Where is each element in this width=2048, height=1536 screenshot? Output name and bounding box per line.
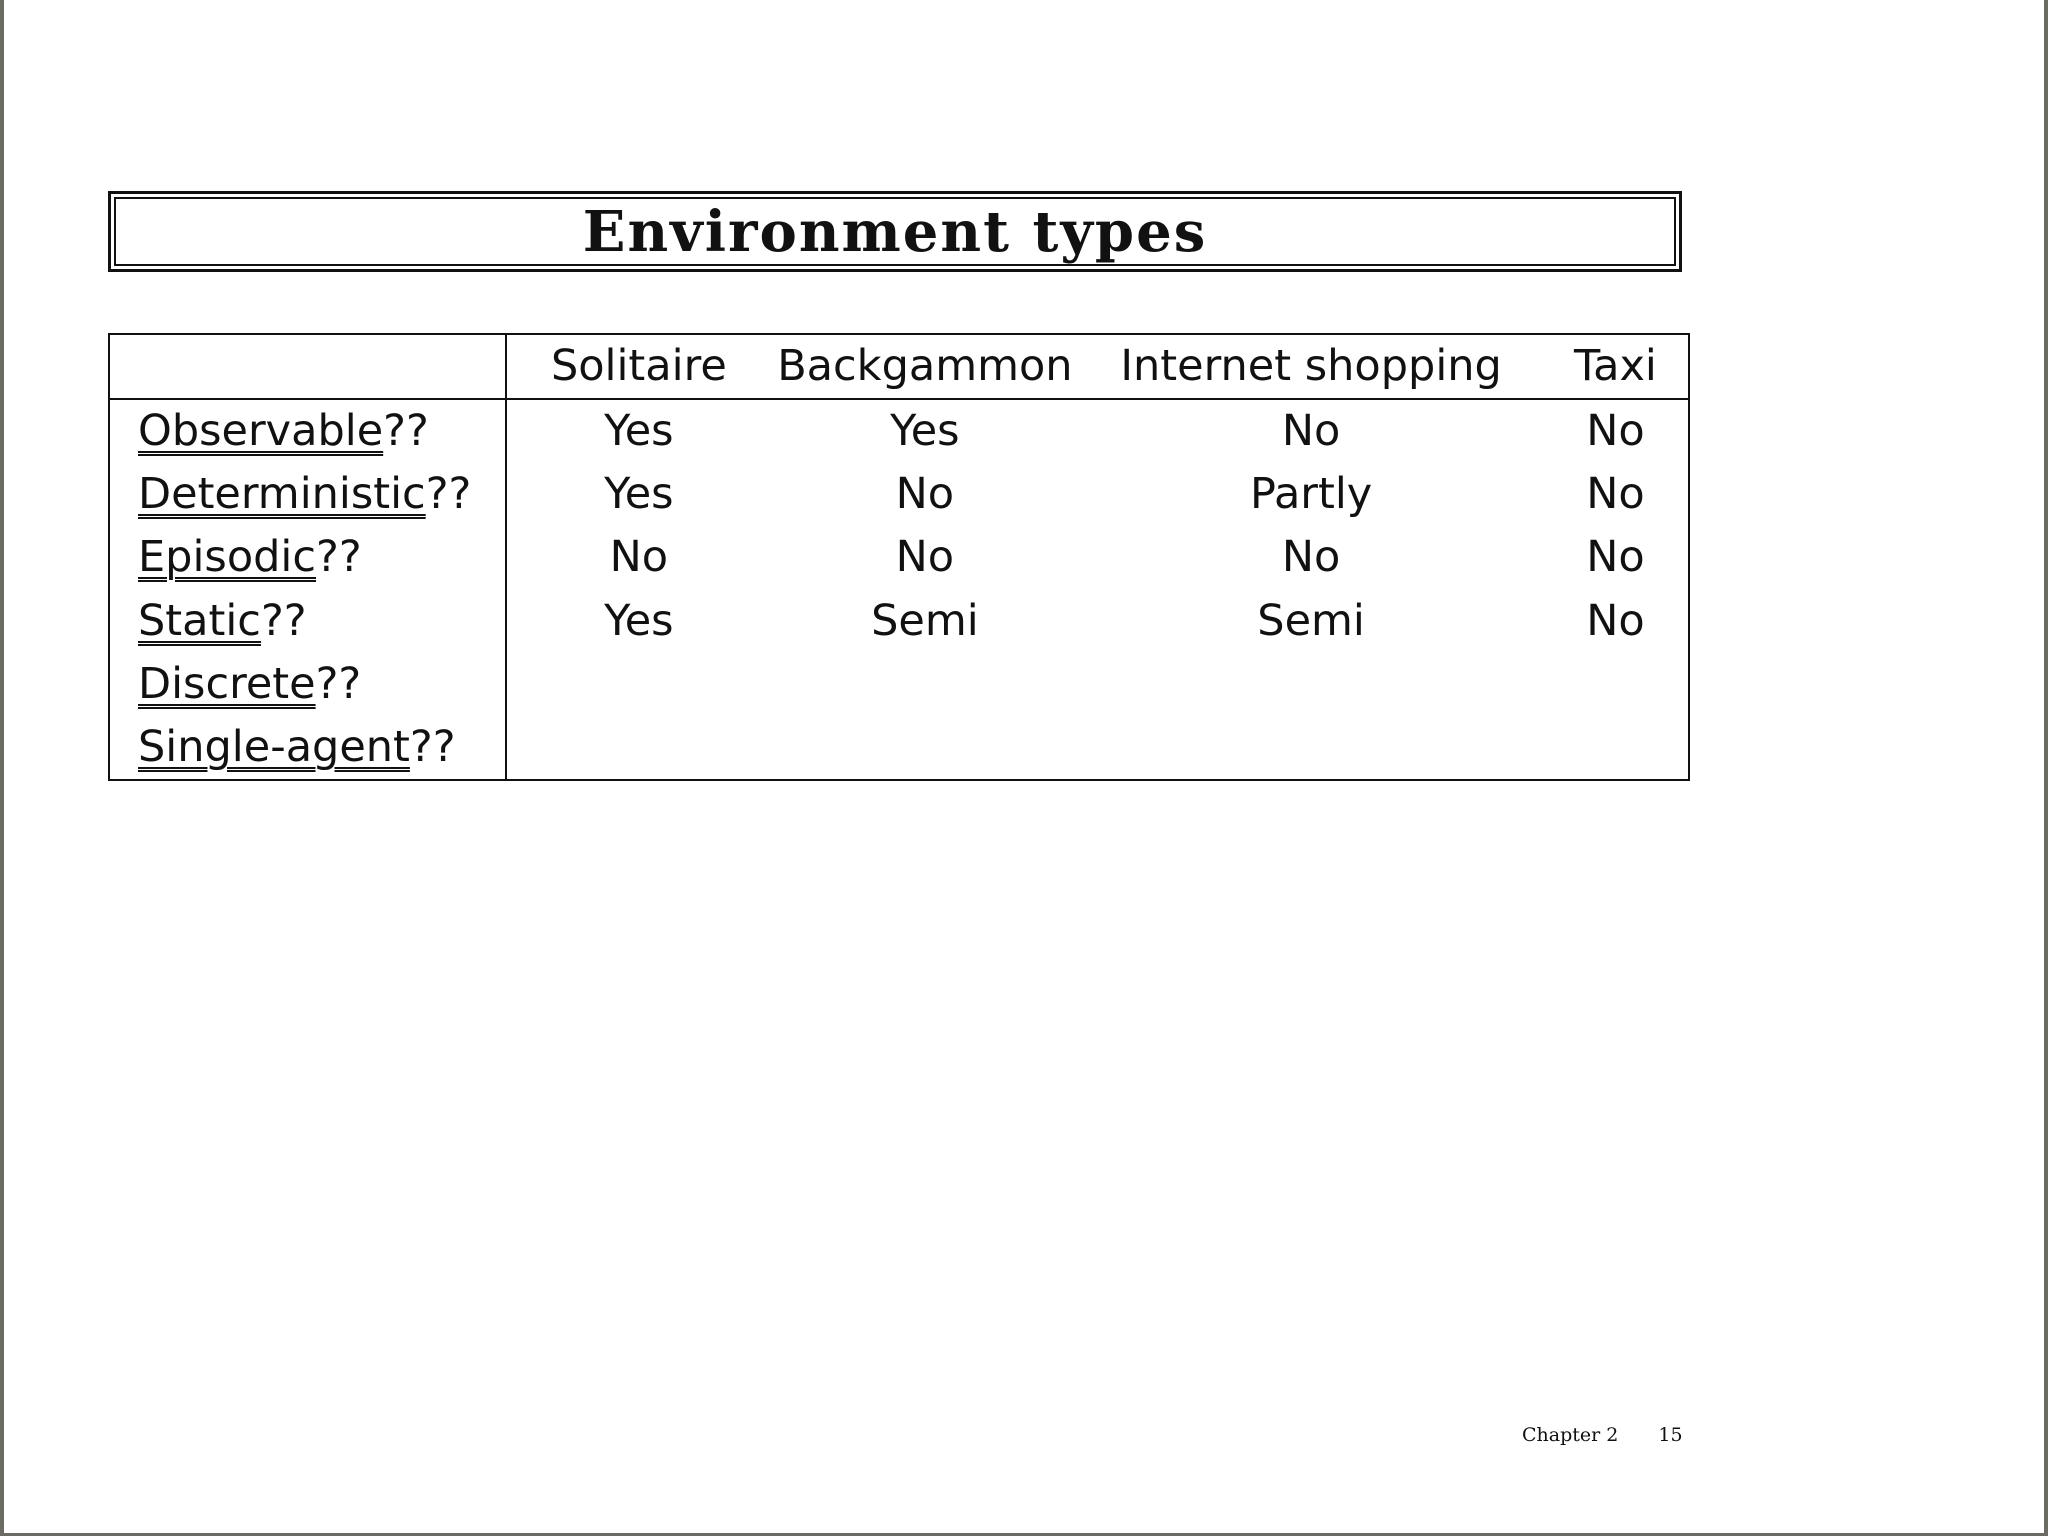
title-inner-frame	[114, 197, 1676, 266]
chapter-label: Chapter 2	[1522, 1424, 1619, 1446]
question-marks: ??	[383, 406, 429, 457]
page-number: 15	[1658, 1424, 1683, 1446]
row-label-cell	[109, 526, 506, 589]
table-cell: Yes	[604, 469, 674, 520]
table-cell: No	[1281, 532, 1341, 583]
table-row-single-agent	[109, 716, 1689, 780]
table-cell: No	[895, 469, 955, 520]
table-cell: No	[1281, 406, 1341, 457]
table-cell	[1079, 653, 1543, 716]
question-marks: ??	[425, 469, 472, 520]
question-marks: ??	[409, 721, 456, 772]
slide-page	[4, 0, 2044, 1533]
row-label-cell	[109, 589, 506, 652]
environment-types-table	[108, 333, 1690, 781]
row-label-cell	[109, 463, 506, 526]
table-cell: No	[1586, 406, 1645, 457]
table-row-discrete	[109, 653, 1689, 716]
table-row-episodic	[109, 526, 1689, 589]
table-cell	[1079, 716, 1543, 780]
table-cell	[770, 653, 1079, 716]
table-cell: No	[1586, 469, 1645, 520]
question-marks: ??	[316, 532, 362, 583]
row-label-cell	[109, 399, 506, 463]
table-row-observable	[109, 399, 1689, 463]
table-row-static	[109, 589, 1689, 652]
table-row-deterministic	[109, 463, 1689, 526]
column-header-taxi: Taxi	[1543, 334, 1689, 399]
property-link-discrete[interactable]: Discrete	[138, 658, 316, 709]
column-header-internet-shopping: Internet shopping	[1079, 334, 1543, 399]
table-cell	[506, 716, 770, 780]
page-footer	[1522, 1424, 1683, 1446]
property-link-observable[interactable]: Observable	[138, 406, 384, 457]
table-cell: Yes	[890, 406, 960, 457]
property-link-static[interactable]: Static	[138, 595, 261, 646]
table-cell: Semi	[871, 595, 979, 646]
table-header-row	[109, 334, 1689, 399]
header-corner-cell	[109, 334, 506, 399]
page-title: Environment types	[582, 198, 1208, 265]
table-cell	[770, 716, 1079, 780]
question-marks: ??	[260, 595, 307, 646]
column-header-backgammon: Backgammon	[770, 334, 1079, 399]
property-link-single-agent[interactable]: Single-agent	[138, 721, 410, 772]
table-cell: No	[1586, 532, 1645, 583]
property-link-episodic[interactable]: Episodic	[138, 532, 317, 583]
table-cell	[1543, 716, 1689, 780]
table-cell: No	[895, 532, 955, 583]
row-label-cell	[109, 716, 506, 780]
row-label-cell	[109, 653, 506, 716]
table-cell: No	[609, 532, 669, 583]
table-cell: Yes	[604, 406, 674, 457]
table-cell: Partly	[1249, 469, 1373, 520]
table-cell: Yes	[604, 595, 674, 646]
table-cell: Semi	[1257, 595, 1365, 646]
column-header-solitaire: Solitaire	[506, 334, 770, 399]
table-cell: No	[1586, 595, 1645, 646]
property-link-deterministic[interactable]: Deterministic	[138, 469, 426, 520]
table-cell	[506, 653, 770, 716]
title-box	[108, 191, 1682, 272]
table-cell	[1543, 653, 1689, 716]
question-marks: ??	[315, 658, 362, 709]
